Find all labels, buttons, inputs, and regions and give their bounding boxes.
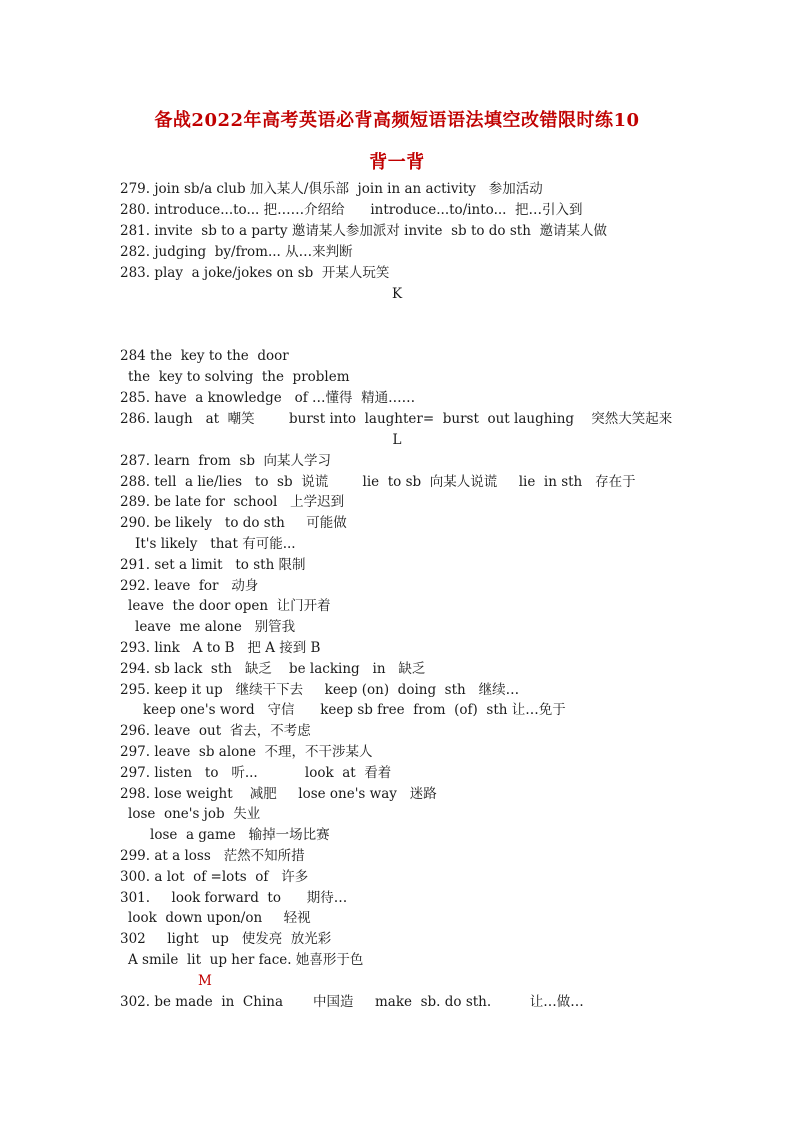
phrase-entry-291: 291. set a limit to sth 限制 bbox=[120, 557, 306, 573]
phrase-entry-280: 280. introduce...to... 把……介绍给 introduce...to/into... 把…引入到 bbox=[120, 202, 583, 218]
phrase-entry-292-sub2: leave me alone 别管我 bbox=[135, 619, 296, 635]
phrase-entry-288: 288. tell a lie/lies to sb 说谎 lie to sb 向某人说谎 lie in sth 存在于 bbox=[120, 474, 636, 490]
phrase-entry-302a: 302 light up 使发亮 放光彩 bbox=[120, 931, 332, 947]
phrase-entry-279: 279. join sb/a club 加入某人/俱乐部 join in an activity 参加活动 bbox=[120, 181, 543, 197]
phrase-entry-283: 283. play a joke/jokes on sb 开某人玩笑 bbox=[120, 265, 390, 281]
phrase-entry-300: 300. a lot of =lots of 许多 bbox=[120, 869, 309, 885]
phrase-entry-293: 293. link A to B 把 A 接到 B bbox=[120, 640, 321, 656]
letter-heading-k: K bbox=[391, 286, 403, 302]
phrase-entry-287: 287. learn from sb 向某人学习 bbox=[120, 453, 332, 469]
phrase-entry-297b: 297. listen to 听... look at 看着 bbox=[120, 765, 392, 781]
phrase-entry-290-sub: It's likely that 有可能... bbox=[135, 536, 296, 552]
phrase-entry-292: 292. leave for 动身 bbox=[120, 578, 259, 594]
phrase-entry-285: 285. have a knowledge of …懂得 精通…… bbox=[120, 390, 416, 406]
phrase-entry-298: 298. lose weight 减肥 lose one's way 迷路 bbox=[120, 786, 437, 802]
phrase-entry-302a-sub: A smile lit up her face. 她喜形于色 bbox=[128, 952, 364, 968]
phrase-entry-298-sub1: lose one's job 失业 bbox=[128, 806, 261, 822]
phrase-entry-301: 301. look forward to 期待… bbox=[120, 890, 348, 906]
phrase-entry-295-sub: keep one's word 守信 keep sb free from (of) sth 让…免于 bbox=[143, 702, 566, 718]
letter-heading-l: L bbox=[392, 432, 402, 448]
phrase-entry-289: 289. be late for school 上学迟到 bbox=[120, 494, 345, 510]
letter-heading-m: M bbox=[198, 973, 212, 989]
phrase-entry-296: 296. leave out 省去，不考虑 bbox=[120, 723, 311, 739]
phrase-entry-284-sub: the key to solving the problem bbox=[128, 369, 350, 385]
phrase-entry-295: 295. keep it up 继续干下去 keep (on) doing sth 继续… bbox=[120, 682, 520, 698]
phrase-entry-281: 281. invite sb to a party 邀请某人参加派对 invite sb to do sth 邀请某人做 bbox=[120, 223, 607, 239]
phrase-entry-282: 282. judging by/from... 从…来判断 bbox=[120, 244, 353, 260]
phrase-entry-294: 294. sb lack sth 缺乏 be lacking in 缺乏 bbox=[120, 661, 426, 677]
phrase-entry-292-sub1: leave the door open 让门开着 bbox=[128, 598, 331, 614]
phrase-entry-286: 286. laugh at 嘲笑 burst into laughter= burst out laughing 突然大笑起来 bbox=[120, 411, 673, 427]
phrase-entry-299: 299. at a loss 茫然不知所措 bbox=[120, 848, 305, 864]
phrase-entry-298-sub2: lose a game 输掉一场比赛 bbox=[150, 827, 330, 843]
phrase-entry-297a: 297. leave sb alone 不理，不干涉某人 bbox=[120, 744, 373, 760]
page-title: 备战2022年高考英语必背高频短语语法填空改错限时练10 bbox=[154, 110, 640, 131]
phrase-entry-284: 284 the key to the door bbox=[120, 348, 289, 364]
phrase-entry-302b: 302. be made in China 中国造 make sb. do sth. 让…做… bbox=[120, 994, 584, 1010]
section-heading: 背一背 bbox=[369, 152, 425, 173]
phrase-entry-290: 290. be likely to do sth 可能做 bbox=[120, 515, 347, 531]
phrase-entry-301-sub: look down upon/on 轻视 bbox=[128, 910, 311, 926]
